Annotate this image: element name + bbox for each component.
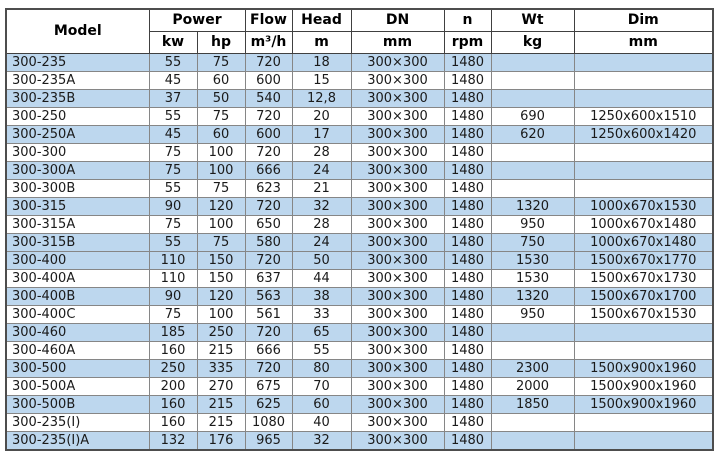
cell-wt	[491, 72, 574, 90]
cell-n: 1480	[444, 306, 491, 324]
cell-n: 1480	[444, 54, 491, 72]
col-subheader-wt-unit: kg	[491, 32, 574, 54]
cell-wt: 1320	[491, 198, 574, 216]
cell-head: 18	[292, 54, 351, 72]
cell-dn: 300×300	[351, 414, 444, 432]
cell-dim: 1500x900x1960	[574, 360, 713, 378]
cell-wt	[491, 432, 574, 451]
cell-head: 24	[292, 234, 351, 252]
table-row	[6, 72, 713, 90]
cell-dn: 300×300	[351, 396, 444, 414]
cell-n: 1480	[444, 162, 491, 180]
cell-dim: 1500x670x1700	[574, 288, 713, 306]
cell-head: 28	[292, 144, 351, 162]
cell-model: 300-235(I)A	[6, 432, 149, 451]
table-row	[6, 162, 713, 180]
cell-hp: 50	[197, 90, 245, 108]
cell-model: 300-315A	[6, 216, 149, 234]
cell-flow: 623	[245, 180, 292, 198]
cell-flow: 720	[245, 198, 292, 216]
cell-dim	[574, 162, 713, 180]
cell-wt: 750	[491, 234, 574, 252]
cell-n: 1480	[444, 180, 491, 198]
cell-flow: 600	[245, 126, 292, 144]
cell-kw: 185	[149, 324, 197, 342]
table-row	[6, 108, 713, 126]
cell-n: 1480	[444, 234, 491, 252]
cell-flow: 563	[245, 288, 292, 306]
cell-hp: 215	[197, 396, 245, 414]
table-row	[6, 198, 713, 216]
cell-dim	[574, 144, 713, 162]
cell-head: 17	[292, 126, 351, 144]
table-header	[6, 9, 713, 54]
col-subheader-kw: kw	[149, 32, 197, 54]
cell-hp: 60	[197, 126, 245, 144]
cell-hp: 176	[197, 432, 245, 451]
col-header-n: n	[444, 9, 491, 32]
col-header-flow: Flow	[245, 9, 292, 32]
cell-model: 300-300	[6, 144, 149, 162]
cell-dim: 1500x670x1730	[574, 270, 713, 288]
cell-kw: 45	[149, 72, 197, 90]
cell-n: 1480	[444, 72, 491, 90]
table-row	[6, 378, 713, 396]
cell-dn: 300×300	[351, 432, 444, 451]
cell-kw: 200	[149, 378, 197, 396]
cell-wt: 690	[491, 108, 574, 126]
cell-flow: 720	[245, 360, 292, 378]
col-subheader-flow-unit: m³/h	[245, 32, 292, 54]
cell-kw: 37	[149, 90, 197, 108]
col-header-dim: Dim	[574, 9, 713, 32]
cell-wt	[491, 342, 574, 360]
cell-wt: 950	[491, 216, 574, 234]
cell-flow: 540	[245, 90, 292, 108]
cell-wt	[491, 324, 574, 342]
cell-n: 1480	[444, 432, 491, 451]
cell-n: 1480	[444, 90, 491, 108]
cell-n: 1480	[444, 198, 491, 216]
cell-flow: 580	[245, 234, 292, 252]
cell-kw: 55	[149, 180, 197, 198]
cell-dim: 1000x670x1530	[574, 198, 713, 216]
table-row	[6, 252, 713, 270]
cell-kw: 45	[149, 126, 197, 144]
cell-model: 300-315	[6, 198, 149, 216]
cell-dn: 300×300	[351, 54, 444, 72]
cell-model: 300-250A	[6, 126, 149, 144]
col-header-model: Model	[6, 9, 149, 54]
cell-head: 20	[292, 108, 351, 126]
cell-flow: 720	[245, 144, 292, 162]
cell-flow: 965	[245, 432, 292, 451]
cell-dn: 300×300	[351, 306, 444, 324]
cell-flow: 650	[245, 216, 292, 234]
cell-model: 300-400	[6, 252, 149, 270]
cell-hp: 150	[197, 252, 245, 270]
cell-kw: 132	[149, 432, 197, 451]
cell-dn: 300×300	[351, 216, 444, 234]
cell-head: 32	[292, 432, 351, 451]
cell-model: 300-400B	[6, 288, 149, 306]
cell-kw: 75	[149, 162, 197, 180]
cell-model: 300-235	[6, 54, 149, 72]
cell-dim: 1500x900x1960	[574, 378, 713, 396]
cell-n: 1480	[444, 324, 491, 342]
cell-dim: 1500x900x1960	[574, 396, 713, 414]
cell-kw: 55	[149, 108, 197, 126]
col-header-dn: DN	[351, 9, 444, 32]
cell-kw: 160	[149, 342, 197, 360]
table-body	[6, 54, 713, 451]
table-row	[6, 90, 713, 108]
cell-n: 1480	[444, 144, 491, 162]
cell-hp: 215	[197, 414, 245, 432]
col-header-wt: Wt	[491, 9, 574, 32]
cell-hp: 75	[197, 180, 245, 198]
cell-head: 60	[292, 396, 351, 414]
cell-dn: 300×300	[351, 270, 444, 288]
col-subheader-hp: hp	[197, 32, 245, 54]
cell-dim	[574, 414, 713, 432]
cell-kw: 250	[149, 360, 197, 378]
cell-wt: 950	[491, 306, 574, 324]
cell-hp: 100	[197, 306, 245, 324]
table-row	[6, 180, 713, 198]
table-row	[6, 324, 713, 342]
cell-dim: 1500x670x1770	[574, 252, 713, 270]
cell-dim	[574, 432, 713, 451]
cell-kw: 110	[149, 252, 197, 270]
cell-dn: 300×300	[351, 162, 444, 180]
cell-n: 1480	[444, 360, 491, 378]
cell-model: 300-500A	[6, 378, 149, 396]
cell-wt	[491, 414, 574, 432]
cell-dn: 300×300	[351, 72, 444, 90]
cell-kw: 75	[149, 216, 197, 234]
cell-dn: 300×300	[351, 342, 444, 360]
cell-dim: 1000x670x1480	[574, 216, 713, 234]
table-row	[6, 270, 713, 288]
cell-wt: 1320	[491, 288, 574, 306]
cell-dn: 300×300	[351, 360, 444, 378]
cell-n: 1480	[444, 108, 491, 126]
cell-n: 1480	[444, 342, 491, 360]
cell-dim	[574, 342, 713, 360]
col-subheader-head-unit: m	[292, 32, 351, 54]
pump-spec-table	[5, 8, 714, 451]
table-row	[6, 432, 713, 451]
cell-flow: 666	[245, 342, 292, 360]
cell-hp: 75	[197, 234, 245, 252]
cell-kw: 160	[149, 414, 197, 432]
cell-hp: 75	[197, 108, 245, 126]
cell-dim	[574, 90, 713, 108]
col-subheader-n-unit: rpm	[444, 32, 491, 54]
table-row	[6, 396, 713, 414]
col-subheader-dim-unit: mm	[574, 32, 713, 54]
cell-wt	[491, 54, 574, 72]
cell-dn: 300×300	[351, 378, 444, 396]
col-header-head: Head	[292, 9, 351, 32]
cell-hp: 75	[197, 54, 245, 72]
col-header-power: Power	[149, 9, 245, 32]
cell-model: 300-500	[6, 360, 149, 378]
cell-dim: 1250x600x1420	[574, 126, 713, 144]
cell-model: 300-235A	[6, 72, 149, 90]
table-row	[6, 144, 713, 162]
cell-head: 21	[292, 180, 351, 198]
cell-model: 300-500B	[6, 396, 149, 414]
cell-model: 300-315B	[6, 234, 149, 252]
cell-head: 33	[292, 306, 351, 324]
cell-dn: 300×300	[351, 234, 444, 252]
cell-dn: 300×300	[351, 90, 444, 108]
cell-model: 300-460	[6, 324, 149, 342]
cell-wt: 2000	[491, 378, 574, 396]
cell-flow: 666	[245, 162, 292, 180]
cell-wt	[491, 162, 574, 180]
cell-n: 1480	[444, 396, 491, 414]
cell-model: 300-300A	[6, 162, 149, 180]
table-row	[6, 342, 713, 360]
cell-dim: 1000x670x1480	[574, 234, 713, 252]
cell-hp: 100	[197, 144, 245, 162]
cell-model: 300-235B	[6, 90, 149, 108]
cell-n: 1480	[444, 216, 491, 234]
cell-head: 40	[292, 414, 351, 432]
cell-head: 32	[292, 198, 351, 216]
cell-kw: 160	[149, 396, 197, 414]
cell-head: 12,8	[292, 90, 351, 108]
cell-head: 70	[292, 378, 351, 396]
cell-dim	[574, 72, 713, 90]
cell-n: 1480	[444, 414, 491, 432]
col-subheader-dn-unit: mm	[351, 32, 444, 54]
table-row	[6, 234, 713, 252]
cell-flow: 720	[245, 108, 292, 126]
cell-head: 15	[292, 72, 351, 90]
cell-hp: 100	[197, 216, 245, 234]
cell-flow: 1080	[245, 414, 292, 432]
cell-kw: 55	[149, 54, 197, 72]
cell-flow: 720	[245, 252, 292, 270]
cell-hp: 120	[197, 288, 245, 306]
cell-kw: 90	[149, 288, 197, 306]
cell-dn: 300×300	[351, 126, 444, 144]
cell-dim	[574, 180, 713, 198]
cell-head: 50	[292, 252, 351, 270]
cell-hp: 100	[197, 162, 245, 180]
cell-kw: 55	[149, 234, 197, 252]
cell-hp: 120	[197, 198, 245, 216]
cell-n: 1480	[444, 252, 491, 270]
cell-wt: 1850	[491, 396, 574, 414]
cell-model: 300-400A	[6, 270, 149, 288]
table-row	[6, 360, 713, 378]
cell-dn: 300×300	[351, 180, 444, 198]
cell-flow: 720	[245, 54, 292, 72]
cell-model: 300-460A	[6, 342, 149, 360]
header-row-1	[6, 9, 713, 32]
cell-head: 38	[292, 288, 351, 306]
cell-head: 55	[292, 342, 351, 360]
cell-wt	[491, 180, 574, 198]
cell-wt: 1530	[491, 252, 574, 270]
cell-kw: 75	[149, 306, 197, 324]
cell-wt	[491, 90, 574, 108]
cell-dim	[574, 54, 713, 72]
cell-hp: 215	[197, 342, 245, 360]
cell-head: 65	[292, 324, 351, 342]
table-row	[6, 216, 713, 234]
cell-hp: 250	[197, 324, 245, 342]
table-row	[6, 414, 713, 432]
cell-hp: 270	[197, 378, 245, 396]
cell-model: 300-235(I)	[6, 414, 149, 432]
cell-n: 1480	[444, 126, 491, 144]
table-row	[6, 126, 713, 144]
cell-model: 300-250	[6, 108, 149, 126]
cell-flow: 675	[245, 378, 292, 396]
cell-wt	[491, 144, 574, 162]
cell-hp: 60	[197, 72, 245, 90]
table-row	[6, 54, 713, 72]
cell-wt: 620	[491, 126, 574, 144]
cell-model: 300-300B	[6, 180, 149, 198]
cell-flow: 600	[245, 72, 292, 90]
cell-flow: 637	[245, 270, 292, 288]
cell-wt: 1530	[491, 270, 574, 288]
cell-dim: 1250x600x1510	[574, 108, 713, 126]
cell-flow: 625	[245, 396, 292, 414]
cell-model: 300-400C	[6, 306, 149, 324]
cell-n: 1480	[444, 378, 491, 396]
cell-kw: 110	[149, 270, 197, 288]
cell-dn: 300×300	[351, 108, 444, 126]
cell-head: 80	[292, 360, 351, 378]
cell-head: 24	[292, 162, 351, 180]
cell-n: 1480	[444, 288, 491, 306]
cell-hp: 335	[197, 360, 245, 378]
table-row	[6, 288, 713, 306]
cell-dn: 300×300	[351, 288, 444, 306]
cell-dn: 300×300	[351, 252, 444, 270]
cell-kw: 75	[149, 144, 197, 162]
cell-dim	[574, 324, 713, 342]
cell-dn: 300×300	[351, 144, 444, 162]
cell-head: 28	[292, 216, 351, 234]
cell-n: 1480	[444, 270, 491, 288]
cell-flow: 720	[245, 324, 292, 342]
table-row	[6, 306, 713, 324]
cell-kw: 90	[149, 198, 197, 216]
cell-hp: 150	[197, 270, 245, 288]
cell-dn: 300×300	[351, 324, 444, 342]
cell-dim: 1500x670x1530	[574, 306, 713, 324]
cell-flow: 561	[245, 306, 292, 324]
cell-head: 44	[292, 270, 351, 288]
cell-wt: 2300	[491, 360, 574, 378]
cell-dn: 300×300	[351, 198, 444, 216]
